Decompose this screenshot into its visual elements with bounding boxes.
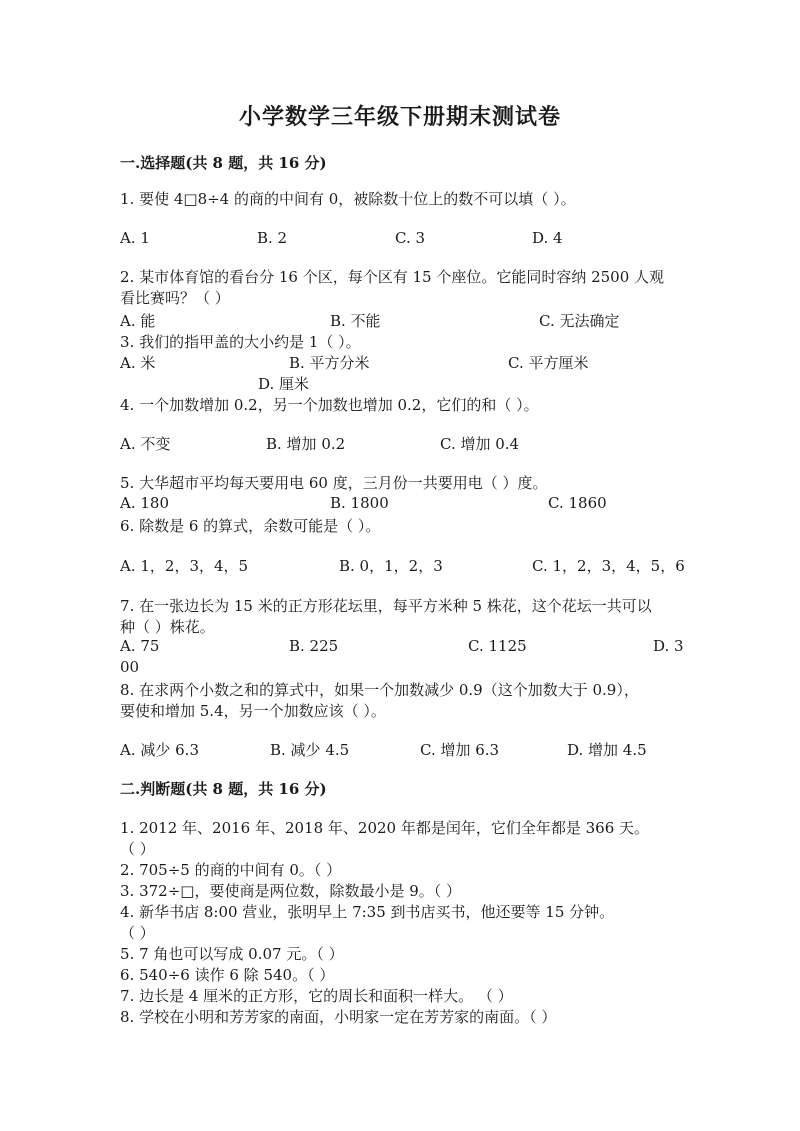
judge-1-blank: （ ） bbox=[120, 840, 155, 858]
question-6-option-c: C. 1，2，3，4，5，6 bbox=[532, 557, 685, 575]
question-6-stem: 6. 除数是 6 的算式，余数可能是（ ）。 bbox=[120, 517, 381, 535]
question-3-option-d: D. 厘米 bbox=[258, 375, 310, 393]
section-1-heading: 一.选择题(共 8 题，共 16 分) bbox=[120, 154, 327, 172]
question-7-option-c: C. 1125 bbox=[468, 637, 527, 655]
question-1-option-b: B. 2 bbox=[257, 229, 288, 247]
question-2-stem-line-2: 看比赛吗？（ ） bbox=[120, 289, 230, 307]
question-8-option-c: C. 增加 6.3 bbox=[420, 741, 500, 759]
question-8-option-a: A. 减少 6.3 bbox=[120, 741, 199, 759]
question-2-option-c: C. 无法确定 bbox=[539, 312, 620, 330]
judge-7: 7. 边长是 4 厘米的正方形，它的周长和面积一样大。 （ ） bbox=[120, 987, 513, 1005]
question-3-stem: 3. 我们的指甲盖的大小约是 1（ ）。 bbox=[120, 333, 361, 351]
judge-4-blank: （ ） bbox=[120, 924, 155, 942]
question-7-option-d-wrap: 00 bbox=[120, 658, 140, 676]
judge-2: 2. 705÷5 的商的中间有 0。（ ） bbox=[120, 861, 342, 879]
question-4-option-a: A. 不变 bbox=[120, 435, 171, 453]
question-3-option-a: A. 米 bbox=[120, 354, 156, 372]
question-7-stem-line-1: 7. 在一张边长为 15 米的正方形花坛里，每平方米种 5 株花，这个花坛一共可以 bbox=[120, 597, 652, 615]
question-7-option-d: D. 3 bbox=[653, 637, 684, 655]
question-4-stem: 4. 一个加数增加 0.2，另一个加数也增加 0.2，它们的和（ ）。 bbox=[120, 396, 539, 414]
question-1-option-d: D. 4 bbox=[532, 229, 563, 247]
question-8-stem-line-2: 要使和增加 5.4，另一个加数应该（ ）。 bbox=[120, 702, 386, 720]
question-3-option-c: C. 平方厘米 bbox=[508, 354, 589, 372]
question-7-option-b: B. 225 bbox=[289, 637, 339, 655]
question-5-option-a: A. 180 bbox=[120, 494, 169, 512]
question-6-option-b: B. 0，1，2，3 bbox=[339, 557, 443, 575]
question-8-stem-line-1: 8. 在求两个小数之和的算式中，如果一个加数减少 0.9（这个加数大于 0.9）， bbox=[120, 681, 639, 699]
judge-4: 4. 新华书店 8:00 营业，张明早上 7:35 到书店买书，他还要等 15 分钟。 bbox=[120, 903, 615, 921]
question-2-option-a: A. 能 bbox=[120, 312, 156, 330]
question-1-option-c: C. 3 bbox=[395, 229, 426, 247]
question-6-option-a: A. 1，2，3，4，5 bbox=[120, 557, 249, 575]
judge-6: 6. 540÷6 读作 6 除 540。（ ） bbox=[120, 966, 335, 984]
question-2-option-b: B. 不能 bbox=[330, 312, 381, 330]
question-1-option-a: A. 1 bbox=[120, 229, 150, 247]
judge-5: 5. 7 角也可以写成 0.07 元。（ ） bbox=[120, 945, 344, 963]
question-7-option-a: A. 75 bbox=[120, 637, 160, 655]
question-7-stem-line-2: 种（ ）株花。 bbox=[120, 618, 215, 636]
question-8-option-b: B. 减少 4.5 bbox=[270, 741, 350, 759]
question-5-option-c: C. 1860 bbox=[548, 494, 607, 512]
question-5-stem: 5. 大华超市平均每天要用电 60 度，三月份一共要用电（ ）度。 bbox=[120, 474, 548, 492]
question-1-stem: 1. 要使 4□8÷4 的商的中间有 0，被除数十位上的数不可以填（ ）。 bbox=[120, 190, 576, 208]
section-2-heading: 二.判断题(共 8 题，共 16 分) bbox=[120, 780, 327, 798]
question-5-option-b: B. 1800 bbox=[330, 494, 389, 512]
question-4-option-b: B. 增加 0.2 bbox=[266, 435, 346, 453]
judge-1: 1. 2012 年、2016 年、2018 年、2020 年都是闰年，它们全年都是 366 天。 bbox=[120, 819, 650, 837]
judge-8: 8. 学校在小明和芳芳家的南面，小明家一定在芳芳家的南面。（ ） bbox=[120, 1008, 557, 1026]
question-4-option-c: C. 增加 0.4 bbox=[440, 435, 520, 453]
page-title: 小学数学三年级下册期末测试卷 bbox=[238, 104, 561, 130]
judge-3: 3. 372÷□，要使商是两位数，除数最小是 9。（ ） bbox=[120, 882, 462, 900]
question-2-stem-line-1: 2. 某市体育馆的看台分 16 个区，每个区有 15 个座位。它能同时容纳 2500 人观 bbox=[120, 268, 665, 286]
question-3-option-b: B. 平方分米 bbox=[289, 354, 370, 372]
question-8-option-d: D. 增加 4.5 bbox=[567, 741, 647, 759]
